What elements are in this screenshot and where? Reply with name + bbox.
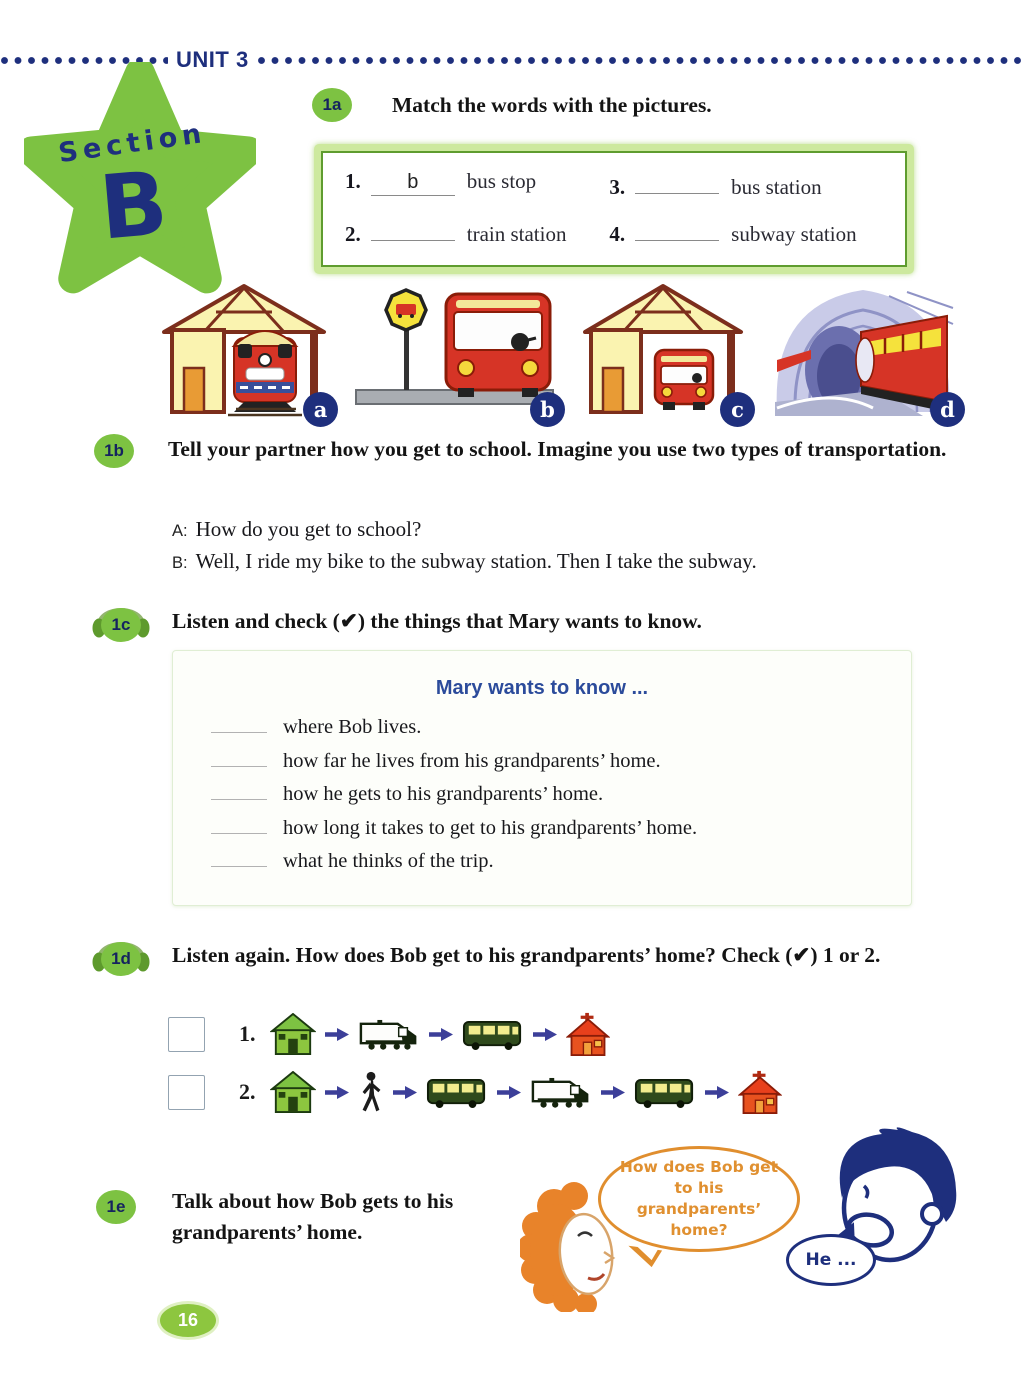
match-label: subway station: [731, 222, 857, 246]
picture-letter-b: b: [530, 392, 565, 427]
right-arrow-icon: [393, 1085, 417, 1100]
list-item: what he thinks of the trip.: [211, 850, 911, 884]
activity-1c-title: Listen and check (✔) the things that Mary wants to know.: [172, 608, 702, 633]
badge-1d: 1d: [101, 942, 141, 976]
mary-wants-to-know-box: [172, 650, 912, 906]
picture-bus-station: [579, 280, 747, 423]
walking-person-icon: [358, 1071, 384, 1113]
answer-blank-1[interactable]: b: [371, 171, 455, 196]
match-item: 3. bus station: [609, 169, 895, 200]
dialog-line: A: How do you get to school?: [172, 517, 422, 541]
activity-1e-title: Talk about how Bob gets to his grandparents’ home.: [172, 1189, 454, 1244]
house-icon: [270, 1013, 316, 1055]
badge-1c-audio: [90, 598, 152, 644]
option-number: 1.: [239, 1021, 256, 1046]
section-b-star: [24, 62, 256, 288]
unit-label: UNIT 3: [176, 47, 249, 72]
picture-letter-d: d: [930, 392, 965, 427]
picture-bus-stop: [352, 280, 557, 423]
list-item: how he gets to his grandparents’ home.: [211, 783, 911, 817]
picture-letter-c: c: [720, 392, 755, 427]
right-arrow-icon: [705, 1085, 729, 1100]
route-option-1: [168, 1012, 610, 1056]
badge-1e: 1e: [96, 1190, 136, 1224]
list-item: how far he lives from his grandparents’ home.: [211, 750, 911, 784]
check-blank-3[interactable]: [211, 784, 267, 800]
bus-stop-illustration: [352, 280, 557, 418]
bus-icon: [462, 1018, 524, 1051]
activity-1b-title: Tell your partner how you get to school. Imagine you use two types of transportation.: [168, 437, 947, 461]
badge-1d-audio: [90, 932, 152, 978]
picture-row: [158, 280, 957, 423]
dialog-1b: [172, 514, 757, 577]
match-item: 2. train station: [345, 216, 609, 247]
checkbox-option-2[interactable]: [168, 1075, 205, 1110]
subway-illustration: [769, 280, 957, 418]
right-arrow-icon: [497, 1085, 521, 1100]
check-blank-1[interactable]: [211, 717, 267, 733]
match-box: [314, 144, 914, 274]
activity-1a-title: Match the words with the pictures.: [392, 92, 712, 117]
dotted-rule-right: [257, 56, 1024, 65]
school-icon: [738, 1070, 782, 1114]
match-label: bus stop: [466, 169, 537, 193]
match-label: bus station: [731, 175, 822, 199]
school-icon: [566, 1012, 610, 1056]
listen-box-title: Mary wants to know ...: [435, 677, 649, 699]
picture-letter-a: a: [303, 392, 338, 427]
house-icon: [270, 1071, 316, 1113]
bus-icon: [634, 1076, 696, 1109]
train-icon: [530, 1076, 592, 1109]
check-blank-5[interactable]: [211, 851, 267, 867]
check-blank-2[interactable]: [211, 751, 267, 767]
bus-station-illustration: [579, 280, 747, 418]
match-label: train station: [466, 222, 567, 246]
right-arrow-icon: [429, 1027, 453, 1042]
check-blank-4[interactable]: [211, 818, 267, 834]
dialog-line: B: Well, I ride my bike to the subway station. Then I take the subway.: [172, 548, 757, 573]
activity-1d-title: Listen again. How does Bob get to his grandparents’ home? Check (✔) 1 or 2.: [172, 942, 881, 967]
activity-1a-header: [312, 88, 712, 122]
bus-icon: [426, 1076, 488, 1109]
answer-blank-3[interactable]: [635, 169, 719, 194]
badge-1a: 1a: [312, 88, 352, 122]
list-item: how long it takes to get to his grandparents’ home.: [211, 817, 911, 851]
right-arrow-icon: [601, 1085, 625, 1100]
picture-subway-station: [769, 280, 957, 423]
section-word: Section: [56, 117, 209, 170]
match-item: 4. subway station: [609, 216, 895, 247]
section-letter: B: [95, 151, 172, 260]
page-number-badge: 16: [160, 1304, 216, 1337]
activity-1d-header: [90, 932, 990, 978]
list-item: where Bob lives.: [211, 716, 911, 750]
activity-1b-header: [94, 434, 954, 468]
route-option-2: [168, 1070, 782, 1114]
right-arrow-icon: [325, 1027, 349, 1042]
boy-speech-bubble: He ...: [786, 1234, 876, 1286]
right-arrow-icon: [533, 1027, 557, 1042]
train-station-illustration: [158, 280, 330, 418]
badge-1c: 1c: [101, 608, 141, 642]
right-arrow-icon: [325, 1085, 349, 1100]
answer-blank-2[interactable]: [371, 216, 455, 241]
picture-train-station: [158, 280, 330, 423]
checkbox-option-1[interactable]: [168, 1017, 205, 1052]
match-item: 1. b bus stop: [345, 169, 609, 200]
girl-speech-bubble: How does Bob get to his grandparents’ home?: [598, 1146, 800, 1252]
train-icon: [358, 1018, 420, 1051]
answer-blank-4[interactable]: [635, 216, 719, 241]
activity-1c-header: [90, 598, 970, 644]
badge-1b: 1b: [94, 434, 134, 468]
option-number: 2.: [239, 1079, 256, 1104]
